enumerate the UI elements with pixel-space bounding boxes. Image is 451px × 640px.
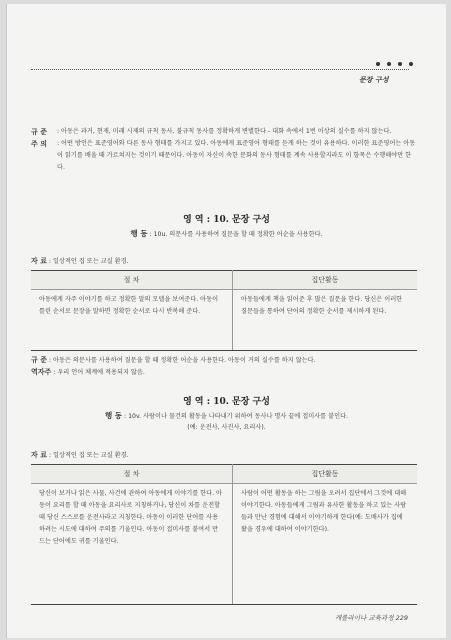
goal-example: (예: 운전사, 사진사, 요리사). — [187, 424, 266, 431]
goal-text: : 10u. 의문사를 사용하여 질문을 할 때 정확한 어순을 사용한다. — [149, 231, 323, 238]
goal-label: 행 동 — [104, 411, 123, 420]
criterion-text: : 아동은 의문사를 사용하여 질문을 할 때 정확한 어순을 사용한다. 아동이 거의 실수를 하지 않는다. — [48, 357, 316, 364]
translator-text: : 우리 언어 체계에 적용되지 않음. — [53, 369, 145, 376]
group-activity-header: 집단활동 — [233, 465, 418, 484]
materials-label: 자 료 — [31, 450, 47, 459]
procedure-cell: 아동에게 자주 이야기를 하고 정확한 말의 모델을 보여준다. 아동이 틀린 순서로 문장을 말하면 정확한 순서로 다시 반복해 준다. — [31, 290, 233, 351]
materials-text: : 일상적인 집 또는 교실 환경. — [48, 258, 129, 265]
goal-text: : 10v. 사람이나 물건의 활동을 나타내기 위하여 동사나 명사 끝에 접미사를 붙인다. — [124, 413, 349, 420]
decorative-dots — [376, 62, 413, 66]
running-header-title: 문장 구성 — [359, 76, 389, 84]
translator-label: 역자주 — [31, 367, 52, 376]
header-divider — [31, 69, 409, 70]
top-rules — [31, 126, 417, 174]
procedure-cell: 당신이 보거나 읽은 사물, 사건에 관하여 아동에게 이야기를 한다. 아동이 요리를 할 때 아동을 요리사로 지칭하거나, 당신이 차를 운전할 때 당신 스스로를 운전사라고 지칭한다. 아동이 이러한 단어를 사용하려는 시도에 대하여 주의를 기울인다. 아동이 접미사를 붙여서 만드는 단어에도 귀를 기울인다. — [31, 484, 233, 605]
caution-rule — [31, 138, 417, 174]
rule-key: 규 준 — [31, 127, 47, 136]
rule-text: : 아동은 과거, 현재, 미래 시제의 규칙 동사, 불규칙 동사를 정확하게 변별한다 - 대화 속에서 1번 이상의 실수를 하지 않는다. — [57, 128, 392, 135]
materials-text: : 일상적인 집 또는 교실 환경. — [48, 452, 129, 459]
group-activity-cell: 아동들에게 책을 읽어준 후 많은 질문을 한다. 당신은 이러한 질문들을 통하여 단어의 정확한 순서를 제시하게 된다. — [233, 290, 418, 351]
translator-note — [31, 366, 421, 379]
materials-line — [31, 449, 129, 462]
page-footer: 캐롤라이나 교육과정 229 — [334, 614, 408, 622]
materials-label: 자 료 — [31, 256, 47, 265]
section-title: 영 역 : 10. 문장 구성 — [183, 215, 270, 225]
activity-table — [31, 464, 417, 605]
procedure-header: 절 차 — [31, 465, 233, 484]
rule-key: 주 의 — [31, 139, 47, 148]
activity-table — [31, 270, 417, 351]
goal-label: 행 동 — [130, 229, 148, 238]
criterion-label: 규 준 — [31, 355, 47, 364]
group-activity-header: 집단활동 — [233, 271, 418, 290]
page — [6, 4, 446, 638]
criterion-rule — [31, 126, 417, 138]
materials-line — [31, 255, 129, 268]
behavior-goal — [7, 228, 446, 239]
procedure-header: 절 차 — [31, 271, 233, 290]
section-title: 영 역 : 10. 문장 구성 — [183, 397, 270, 407]
rule-text: : 어떤 방언은 표준영어와 다른 동사 형태를 가지고 있다. 아동에게 표준영어 형태를 듣게 하는 것이 유용하다. 이러한 표준영어는 아동이 읽기를 배울 때 가르쳐지는 것이기 때문이다. 아동이 자신이 속한 문화의 동사 형태를 계속 사용할지라도 이 항목은 수행해야만 한다. — [57, 140, 416, 171]
behavior-goal — [7, 410, 446, 421]
group-activity-cell: 사람이 어떤 활동을 하는 그림을 오려서 집단에서 그것에 대해 이야기한다. 아동들에게 그림과 유사한 활동을 하고 있는 사람들과 만난 경험에 대해서 이야기하게 한다(예: 도배사가 집에 왔을 경우에 대하여 이야기한다). — [233, 484, 418, 605]
